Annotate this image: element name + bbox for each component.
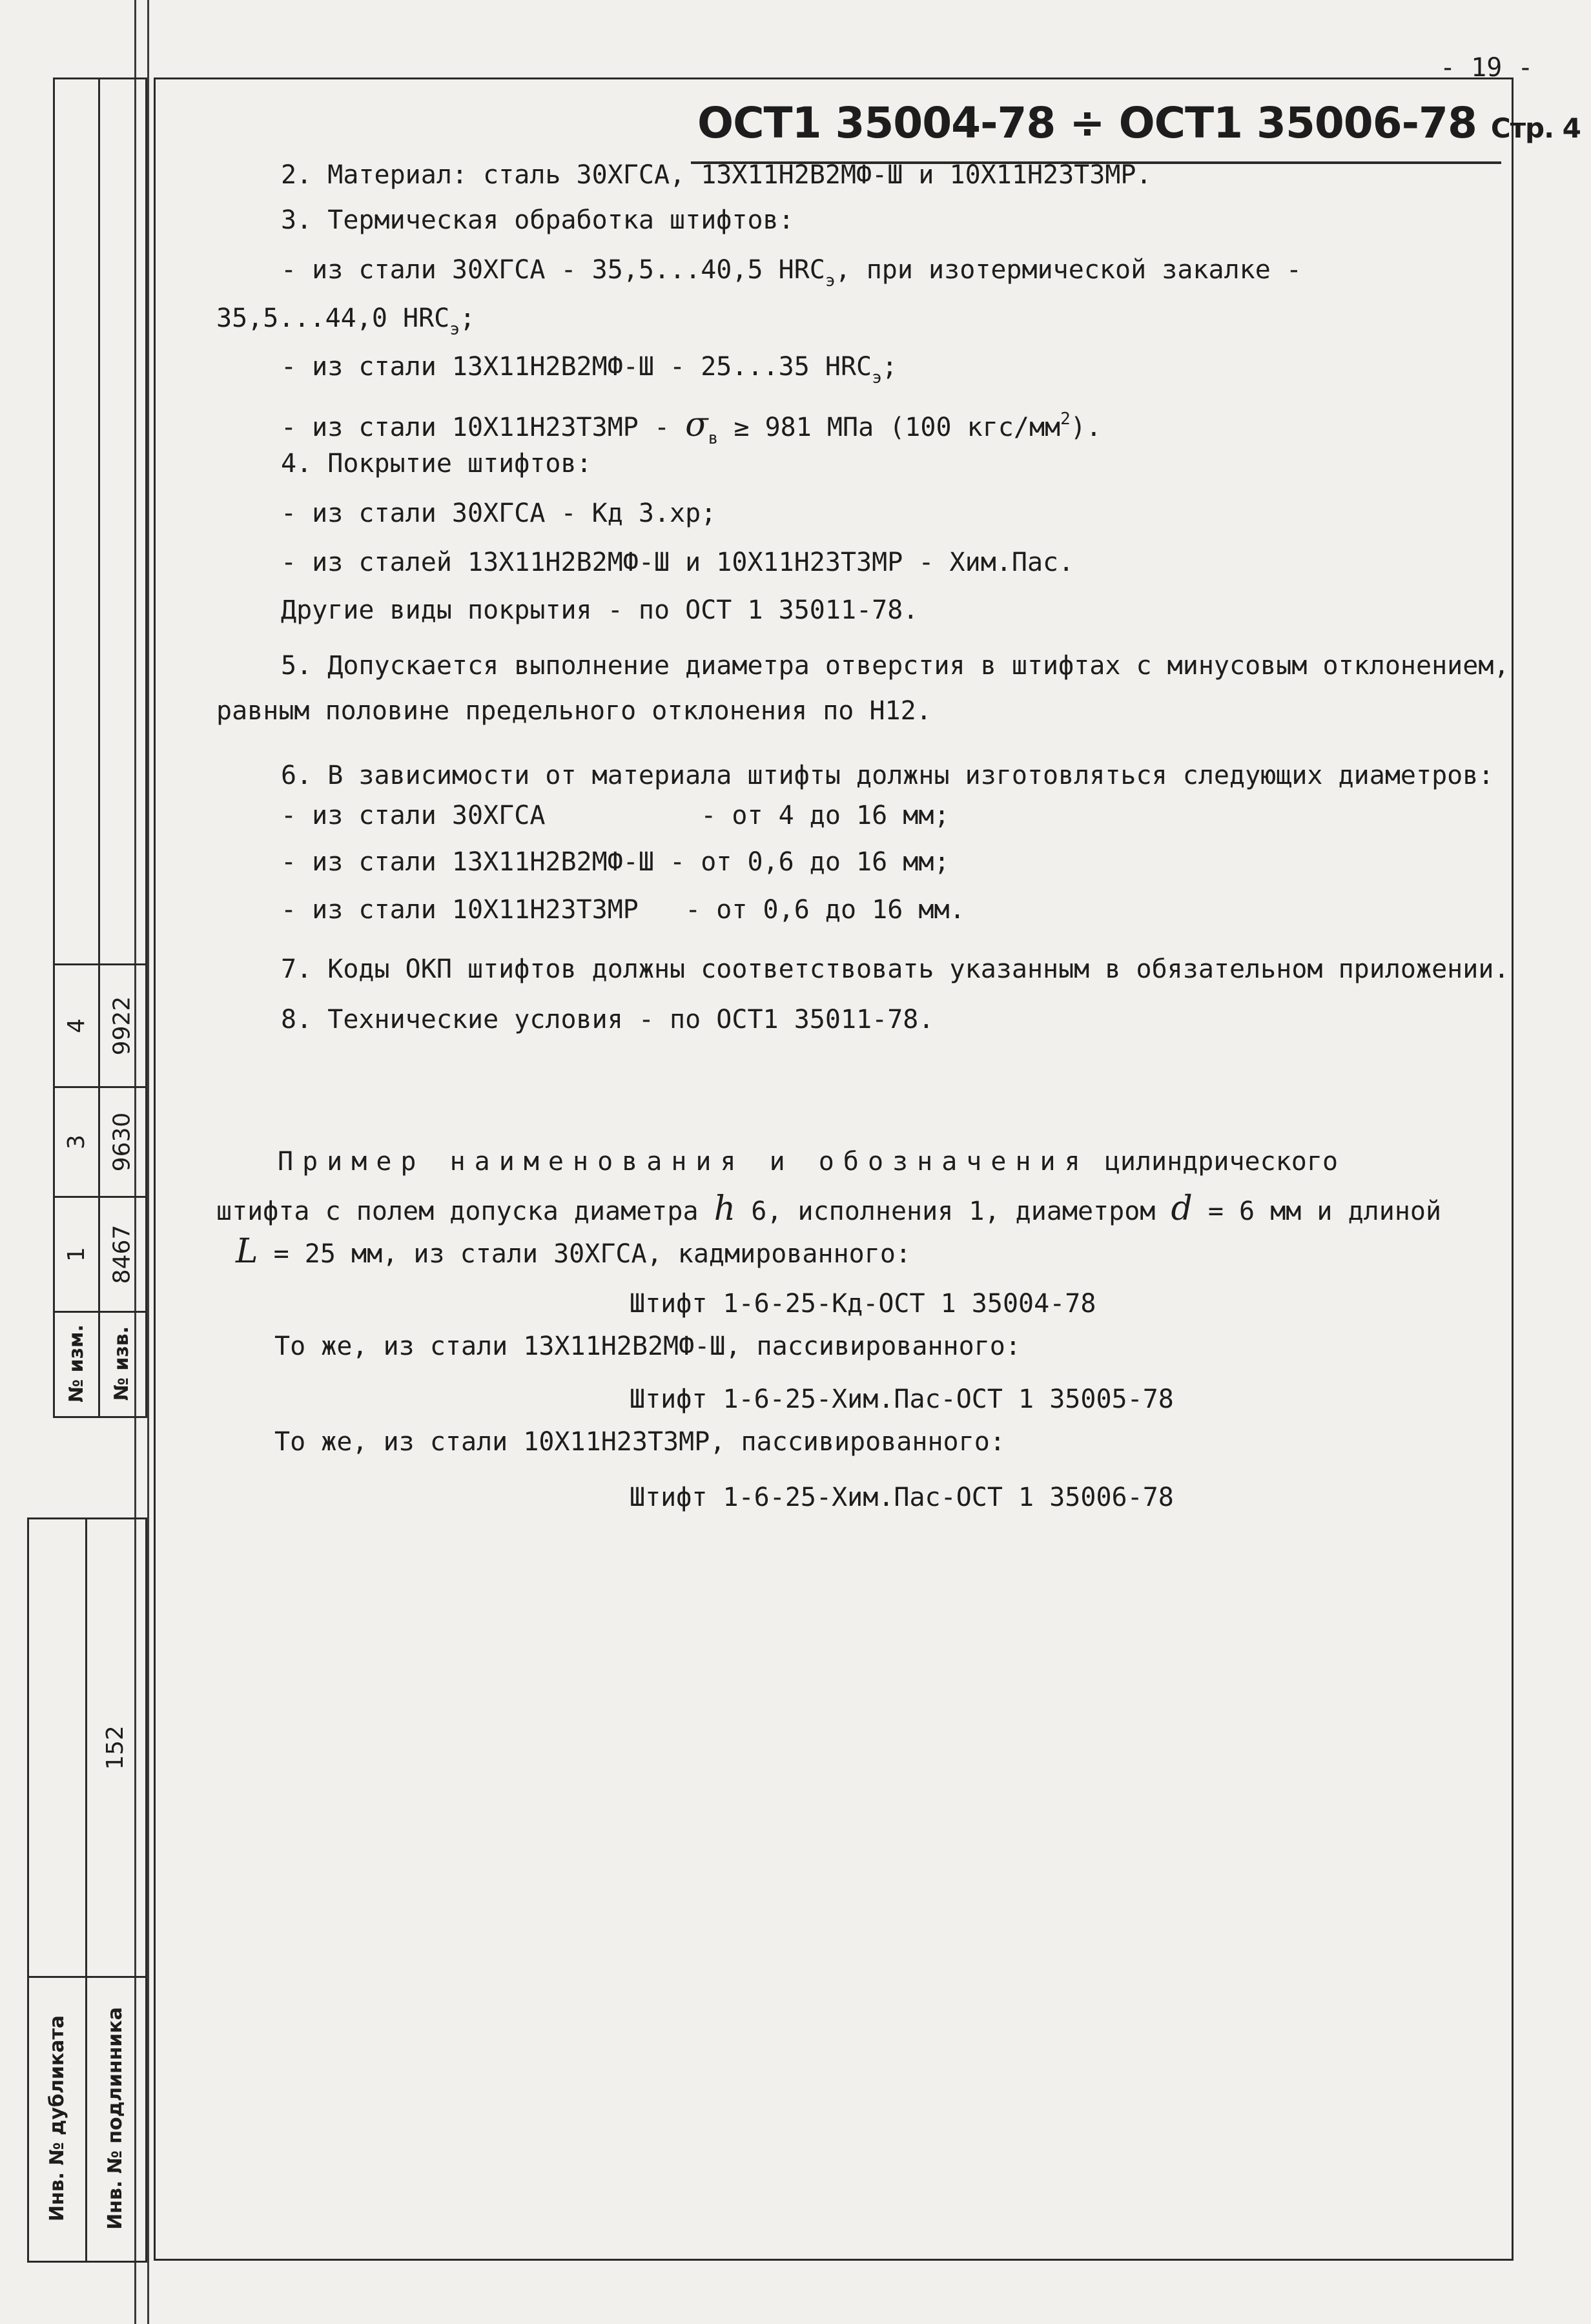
notice-number: 9922 xyxy=(108,996,135,1056)
stamp-cell xyxy=(100,1088,143,1196)
example-same-3: То же, из стали 10Х11Н23Т3МР, пассивированного: xyxy=(274,1427,1005,1457)
item-5-line2: равным половине предельного отклонения по Н12. xyxy=(216,696,932,726)
item-2-material: 2. Материал: сталь 30ХГСА, 13Х11Н2В2МФ-Ш и 10Х11Н23Т3МР. xyxy=(281,160,1152,190)
stamp-cell xyxy=(87,1519,143,1976)
example-same-2: То же, из стали 13Х11Н2В2МФ-Ш, пассивированного: xyxy=(274,1332,1021,1361)
standard-title: ОСТ1 35004-78 ÷ ОСТ1 35006-78 xyxy=(697,98,1477,148)
item-8-specs: 8. Технические условия - по ОСТ1 35011-78. xyxy=(281,1005,934,1034)
revision-number: 1 xyxy=(63,1247,90,1262)
duplicate-inventory-label: Инв. № дубликата xyxy=(46,2015,69,2222)
notice-label: № изв. xyxy=(110,1326,133,1401)
example-line-3: L = 25 мм, из стали 30ХГСА, кадмированного: xyxy=(236,1232,911,1271)
item-7-okp-codes: 7. Коды ОКП штифтов должны соответствовать указанным в обязательном приложении. xyxy=(281,954,1510,984)
revision-number: 3 xyxy=(63,1135,90,1149)
original-inventory-label: Инв. № подлинника xyxy=(104,2007,127,2230)
revision-number: 4 xyxy=(63,1018,90,1033)
item-4-coating: 4. Покрытие штифтов: xyxy=(281,449,592,478)
stamp-cell xyxy=(55,965,98,1086)
sheet-label: Стр. 4 xyxy=(1490,112,1581,144)
item-4a: - из стали 30ХГСА - Кд 3.хр; xyxy=(281,499,717,528)
designation-1: Штифт 1-6-25-Кд-ОСТ 1 35004-78 xyxy=(630,1289,1096,1319)
designation-3: Штифт 1-6-25-Хим.Пас-ОСТ 1 35006-78 xyxy=(630,1483,1174,1512)
item-3d: - из стали $10Х11Н23Т3МР - \sigma_в \ge 981$ МПа (100 кгс/$мм^2$). xyxy=(281,406,1102,448)
stamp-cell xyxy=(100,1313,143,1414)
document-header xyxy=(697,98,1581,148)
item-3b: 35,5...44,0 $HRC_э$; xyxy=(216,303,475,339)
item-4c: Другие виды покрытия - по ОСТ 1 35011-78. xyxy=(281,595,919,625)
page-number: - 19 - xyxy=(1440,53,1534,83)
designation-2: Штифт 1-6-25-Хим.Пас-ОСТ 1 35005-78 xyxy=(630,1384,1174,1414)
stamp-cell xyxy=(55,1313,98,1414)
stamp-cell xyxy=(29,1978,85,2259)
item-3-heat-treatment: 3. Термическая обработка штифтов: xyxy=(281,205,794,235)
notice-number: 8467 xyxy=(108,1224,135,1284)
item-6-diameters: 6. В зависимости от материала штифты должны изготовляться следующих диаметров: xyxy=(281,761,1494,790)
item-6c: - из стали 10Х11Н23Т3МР - от 0,6 до 16 мм. xyxy=(281,895,965,925)
item-4b: - из сталей 13Х11Н2В2МФ-Ш и 10Х11Н23Т3МР - Хим.Пас. xyxy=(281,548,1074,577)
notice-number: 9630 xyxy=(108,1112,135,1172)
example-line-1: Пример наименования и обозначения цилиндрического xyxy=(278,1147,1339,1177)
example-line-2: штифта с полем допуска диаметра h 6, исполнения 1, диаметром d = 6 мм и длиной xyxy=(216,1189,1442,1228)
item-3a: - из стали 30ХГСА - 35,5...40,5 $HRC_э$, при изотермической закалке - xyxy=(281,255,1302,291)
stamp-cell xyxy=(100,1198,143,1311)
stamp-cell xyxy=(55,1198,98,1311)
item-6a: - из стали 30ХГСА - от 4 до 16 мм; xyxy=(281,801,950,830)
stamp-cell xyxy=(87,1978,143,2259)
original-inventory-number: 152 xyxy=(102,1725,128,1770)
stamp-cell xyxy=(100,965,143,1086)
item-6b: - из стали 13Х11Н2В2МФ-Ш - от 0,6 до 16 мм; xyxy=(281,847,950,877)
item-3c: - из стали 13Х11Н2В2МФ-Ш - 25...35 $HRC_э$; xyxy=(281,352,898,387)
binding-line xyxy=(147,0,149,2324)
stamp-cell xyxy=(55,1088,98,1196)
revision-label: № изм. xyxy=(65,1324,88,1403)
item-5-line1: 5. Допускается выполнение диаметра отверстия в штифтах с минусовым отклонением, xyxy=(281,651,1510,681)
